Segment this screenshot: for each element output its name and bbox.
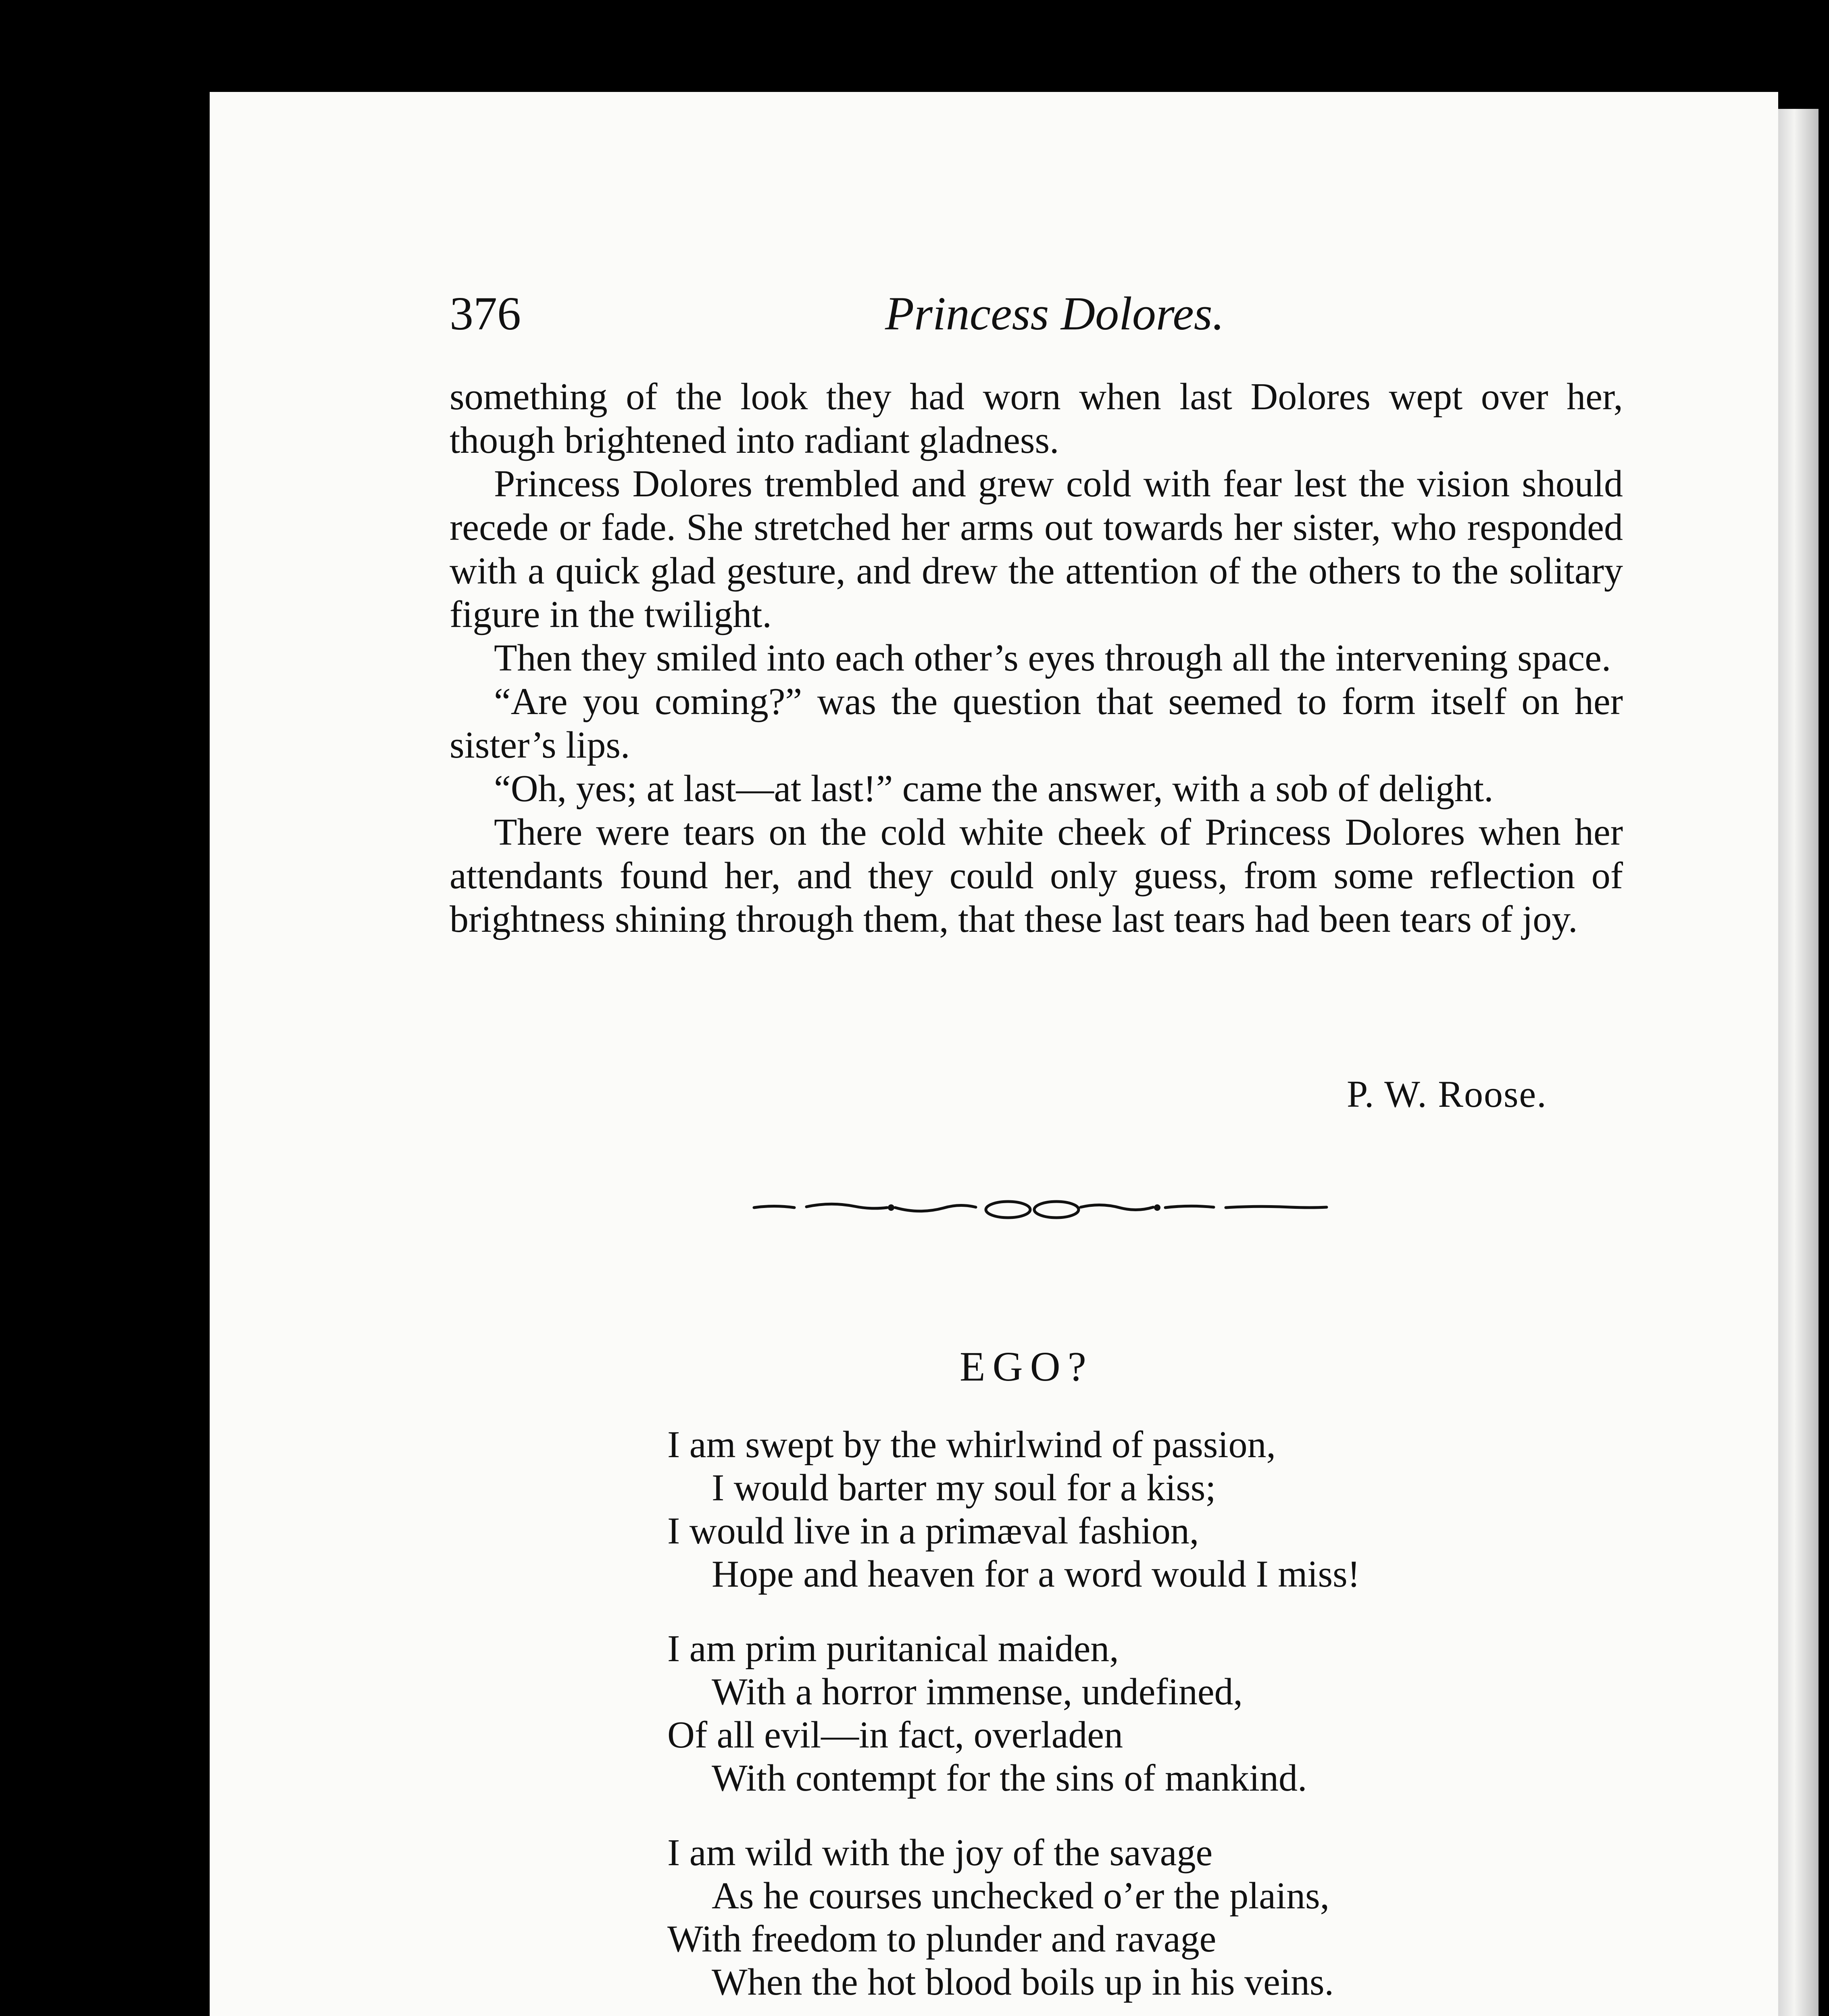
stanza [667, 1627, 1554, 1800]
running-title: Princess Dolores. [885, 287, 1225, 340]
verse-line: I would barter my soul for a kiss; [712, 1467, 1216, 1509]
verse-line: Of all evil—in fact, overladen [667, 1714, 1123, 1756]
paragraph: Princess Dolores trembled and grew cold with fear lest the vision should recede or fade. She stretched her arms out towards her sister, who responded with a quick glad gesture, and drew the attention of the others to the solitary figure in the twilight. [450, 463, 1623, 635]
paragraph: “Oh, yes; at last—at last!” came the answer, with a sob of delight. [494, 768, 1494, 810]
verse-line: I am prim puritanical maiden, [667, 1628, 1119, 1670]
paragraph: “Are you coming?” was the question that seemed to form itself on her sister’s lips. [450, 681, 1623, 766]
paragraph: Then they smiled into each other’s eyes through all the intervening space. [494, 637, 1611, 679]
poem-title: EGO? [960, 1343, 1094, 1390]
verse-line: Hope and heaven for a word would I miss! [712, 1553, 1360, 1595]
verse-line: As he courses unchecked o’er the plains, [712, 1875, 1330, 1917]
page-header [450, 286, 1595, 347]
author-signature: P. W. Roose. [1347, 1073, 1547, 1115]
page-edge [1778, 109, 1819, 2016]
story-text [450, 375, 1623, 941]
paragraph: something of the look they had worn when last Dolores wept over her, though brightened into radiant gladness. [450, 376, 1623, 461]
verse-line: With contempt for the sins of mankind. [712, 1757, 1307, 1799]
verse-line: I am swept by the whirlwind of passion, [667, 1424, 1276, 1466]
verse-line: With freedom to plunder and ravage [667, 1918, 1217, 1960]
stanza [667, 1831, 1554, 2004]
verse-line: When the hot blood boils up in his veins. [712, 1961, 1334, 2003]
verse-line: I would live in a primæval fashion, [667, 1510, 1199, 1552]
paragraph: There were tears on the cold white cheek of Princess Dolores when her attendants found her, and they could only guess, from some reflection of brightness shining through them, that these last tears had been tears of joy. [450, 811, 1623, 940]
flourish-divider-icon [750, 1189, 1331, 1226]
poem [667, 1423, 1554, 2016]
stanza [667, 1423, 1554, 1596]
verse-line: I am wild with the joy of the savage [667, 1832, 1213, 1874]
page-number: 376 [450, 287, 521, 340]
verse-line: With a horror immense, undefined, [712, 1671, 1243, 1713]
